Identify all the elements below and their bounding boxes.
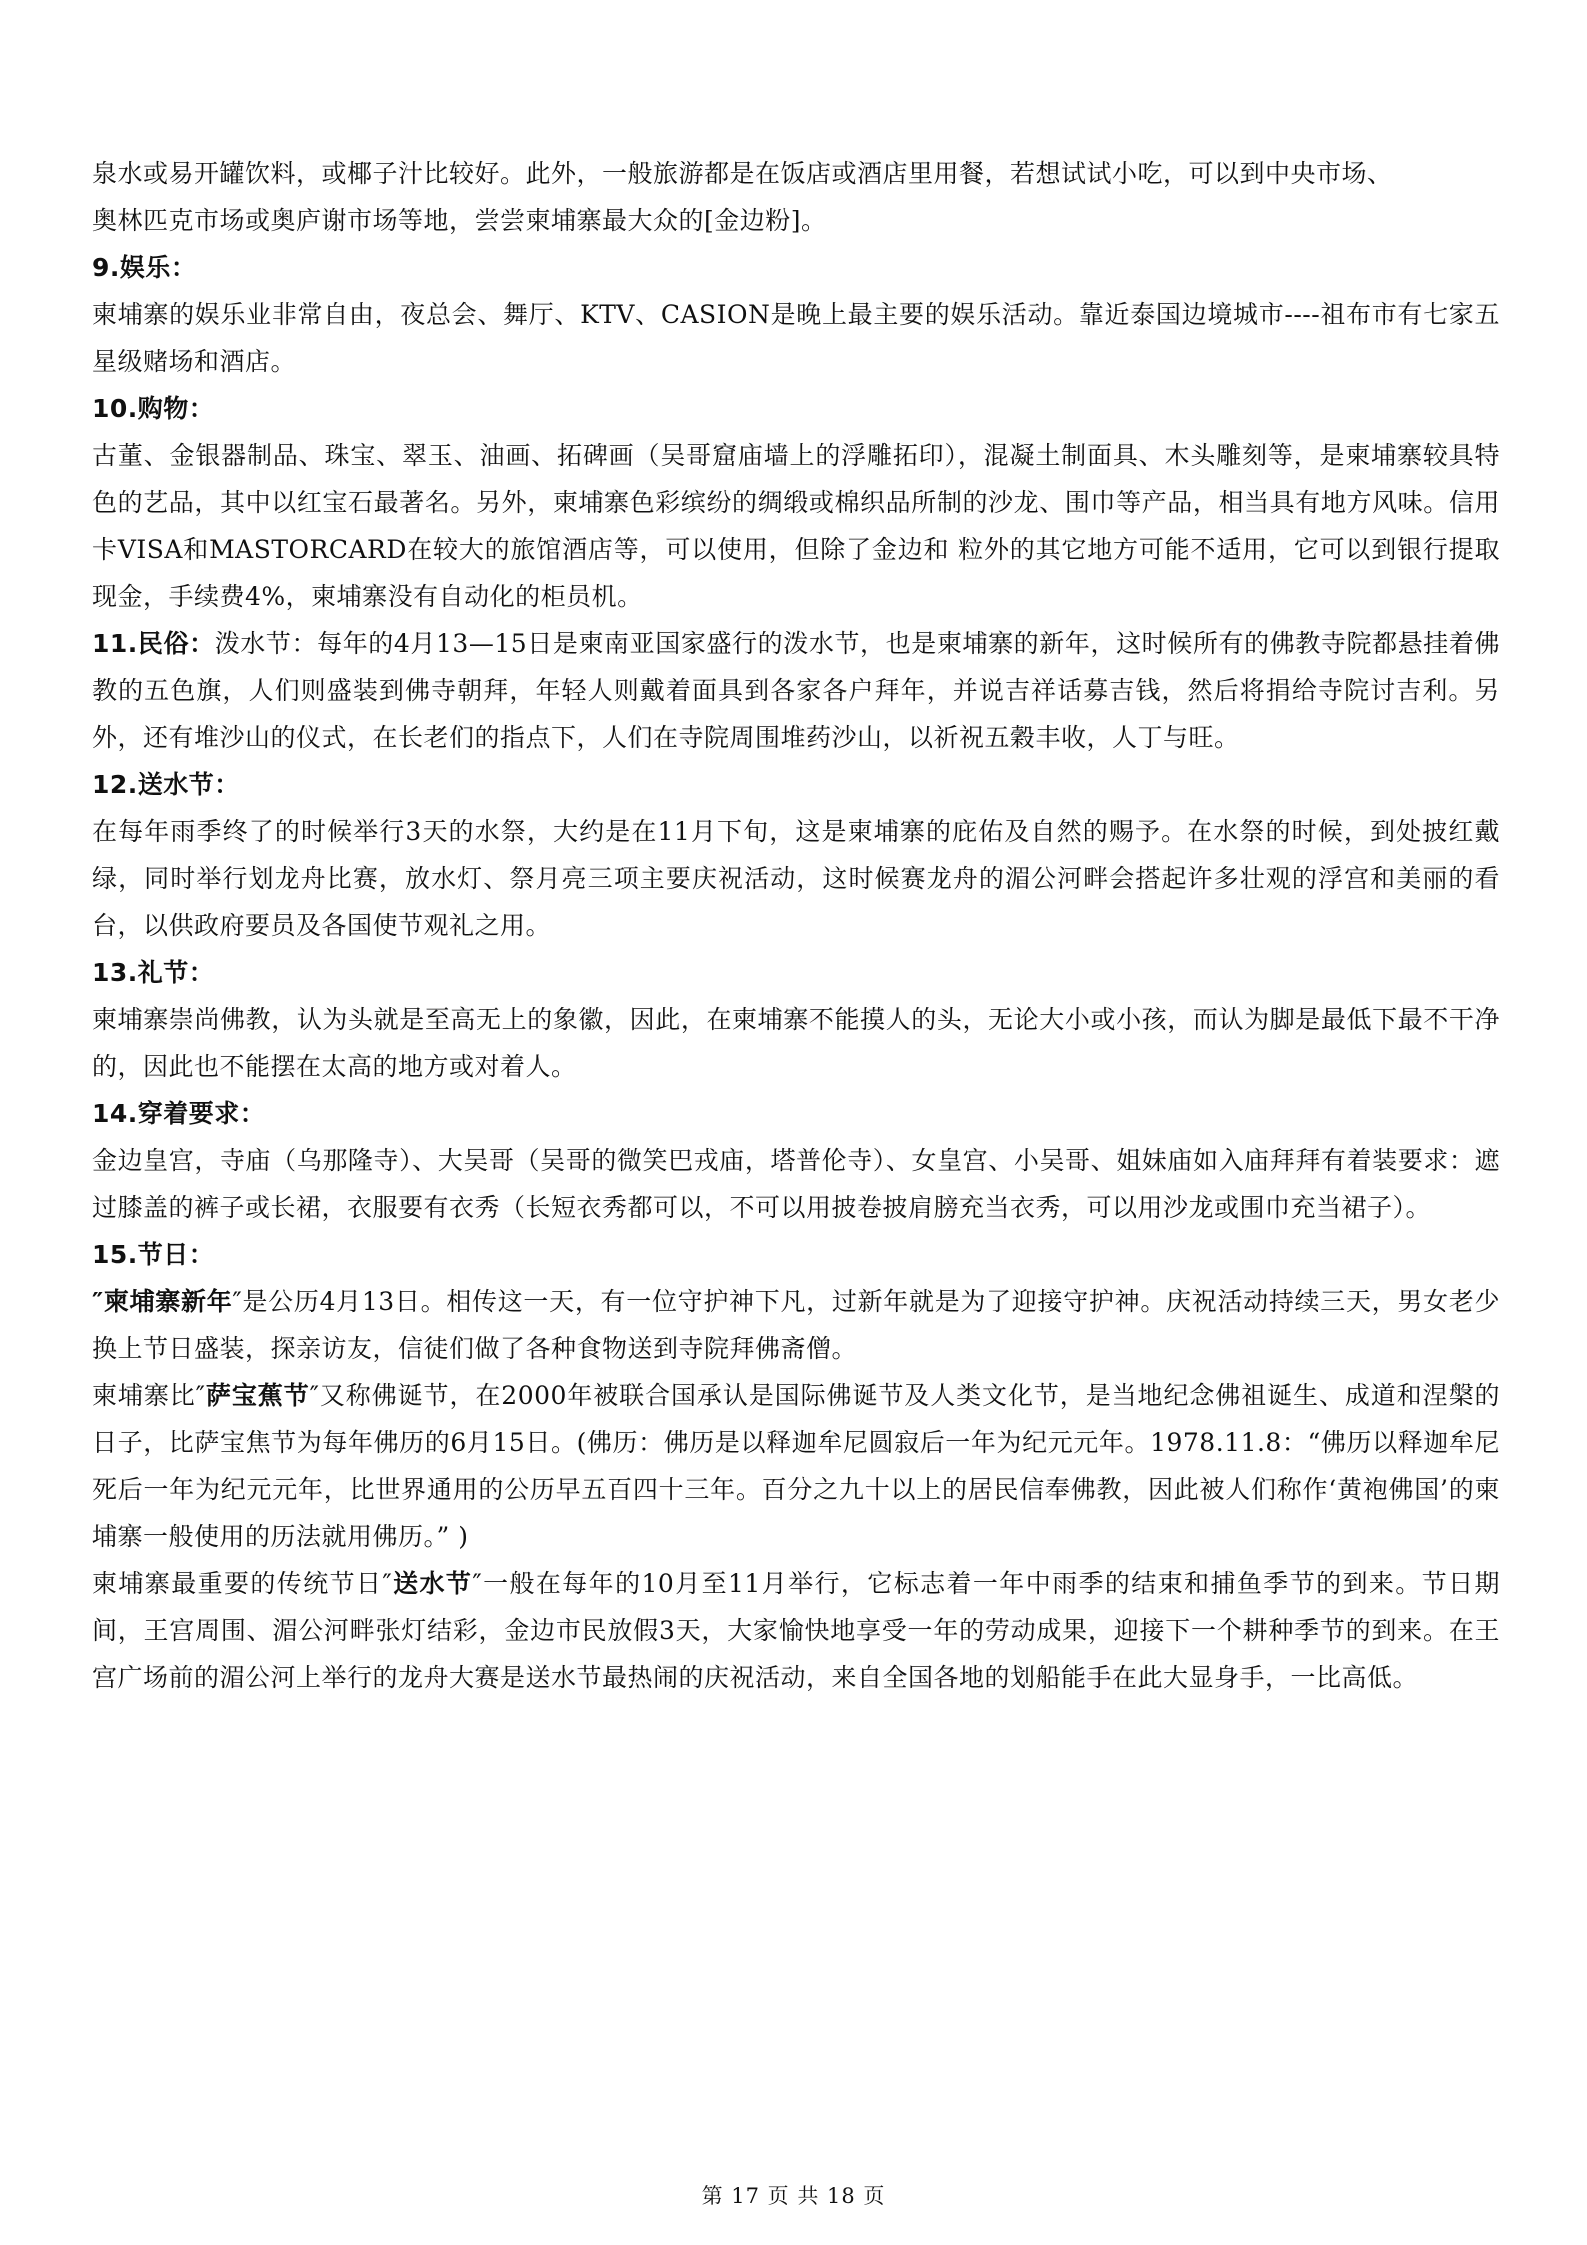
festival-intro-vesak: 柬埔寨比″ (92, 1381, 206, 1410)
page-number-footer: 第 17 页 共 18 页 (701, 2184, 886, 2208)
section-heading-water-festival: 12.送水节： (92, 770, 240, 799)
festival-name-vesak: 萨宝蕉节 (205, 1381, 310, 1410)
festival-paragraph-water (92, 1560, 1500, 1701)
section-text-dress: 金边皇宫，寺庙（乌那隆寺）、大吴哥（吴哥的微笑巴戎庙，塔普伦寺）、女皇宫、小吴哥、姐妹庙如入庙拜拜有着装要求：遮过膝盖的裤子或长裙，衣服要有衣秀（长短衣秀都可以，不可以用披卷披肩膀充当衣秀，可以用沙龙或围巾充当裙子）。 (92, 1146, 1500, 1222)
section-heading-entertainment: 9.娱乐： (92, 253, 197, 282)
festival-text-water: ″一般在每年的10月至11月举行，它标志着一年中雨季的结束和捕鱼季节的到来。节日期间，王宫周围、湄公河畔张灯结彩，金边市民放假3天，大家愉快地享受一年的劳动成果，迎接下一个耕种季节的到来。在王宫广场前的湄公河上举行的龙舟大赛是送水节最热闹的庆祝活动，来自全国各地的划船能手在此大显身手，一比高低。 (92, 1569, 1500, 1692)
festival-paragraph-new-year (92, 1278, 1500, 1372)
section-customs (92, 620, 1500, 761)
section-heading-etiquette: 13.礼节： (92, 958, 215, 987)
section-heading-shopping: 10.购物： (92, 394, 215, 423)
section-text-entertainment: 柬埔寨的娱乐业非常自由，夜总会、舞厅、KTV、CASION是晚上最主要的娱乐活动。靠近泰国边境城市----祖布市有七家五星级赌场和酒店。 (92, 300, 1500, 376)
section-text-customs: 泼水节：每年的4月13—15日是柬南亚国家盛行的泼水节，也是柬埔寨的新年，这时候所有的佛教寺院都悬挂着佛教的五色旗，人们则盛装到佛寺朝拜，年轻人则戴着面具到各家各户拜年，并说吉祥话募吉钱，然后将捐给寺院讨吉利。另外，还有堆沙山的仪式，在长老们的指点下，人们在寺院周围堆药沙山，以祈祝五穀丰收，人丁与旺。 (92, 629, 1500, 752)
section-text-shopping: 古董、金银器制品、珠宝、翠玉、油画、拓碑画（吴哥窟庙墙上的浮雕拓印），混凝土制面具、木头雕刻等，是柬埔寨较具特色的艺品，其中以红宝石最著名。另外，柬埔寨色彩缤纷的绸缎或棉织品所制的沙龙、围巾等产品，相当具有地方风味。信用卡VISA和MASTORCARD在较大的旅馆酒店等，可以使用，但除了金边和 粒外的其它地方可能不适用，它可以到银行提取现金，手续费4%，柬埔寨没有自动化的柜员机。 (92, 441, 1500, 611)
festival-name-new-year: 柬埔寨新年 (103, 1287, 233, 1316)
festival-name-water: 送水节 (392, 1569, 473, 1598)
section-text-etiquette: 柬埔寨崇尚佛教，认为头就是至高无上的象徽，因此，在柬埔寨不能摸人的头，无论大小或小孩，而认为脚是最低下最不干净的，因此也不能摆在太高的地方或对着人。 (92, 1005, 1500, 1081)
intro-line-2: 奥林匹克市场或奥庐谢市场等地，尝尝柬埔寨最大众的[金边粉]。 (92, 206, 827, 235)
intro-paragraph (92, 150, 1500, 244)
section-heading-dress: 14.穿着要求： (92, 1099, 266, 1128)
festival-text-new-year: ″是公历4月13日。相传这一天，有一位守护神下凡，过新年就是为了迎接守护神。庆祝活动持续三天，男女老少换上节日盛装，探亲访友，信徒们做了各种食物送到寺院拜佛斋僧。 (92, 1287, 1500, 1363)
festival-paragraph-vesak (92, 1372, 1500, 1560)
quote-mark: ″ (92, 1287, 104, 1316)
intro-line-1: 泉水或易开罐饮料，或椰子汁比较好。此外，一般旅游都是在饭店或酒店里用餐，若想试试小吃，可以到中央市场、 (92, 159, 1393, 188)
document-body (92, 150, 1500, 1701)
section-heading-customs: 11.民俗： (92, 629, 215, 658)
section-heading-festivals: 15.节日： (92, 1240, 215, 1269)
festival-intro-water: 柬埔寨最重要的传统节日″ (92, 1569, 393, 1598)
section-text-water-festival: 在每年雨季终了的时候举行3天的水祭，大约是在11月下旬，这是柬埔寨的庇佑及自然的赐予。在水祭的时候，到处披红戴绿，同时举行划龙舟比赛，放水灯、祭月亮三项主要庆祝活动，这时候赛龙舟的湄公河畔会搭起许多壮观的浮宫和美丽的看台，以供政府要员及各国使节观礼之用。 (92, 817, 1500, 940)
festival-text-vesak: ″又称佛诞节，在2000年被联合国承认是国际佛诞节及人类文化节，是当地纪念佛祖诞生、成道和涅槃的日子，比萨宝焦节为每年佛历的6月15日。(佛历：佛历是以释迦牟尼圆寂后一年为纪元元年。1978.11.8：“佛历以释迦牟尼死后一年为纪元元年，比世界通用的公历早五百四十三年。百分之九十以上的居民信奉佛教，因此被人们称作‘黄袍佛国’的柬埔寨一般使用的历法就用佛历。” ) (92, 1381, 1500, 1551)
